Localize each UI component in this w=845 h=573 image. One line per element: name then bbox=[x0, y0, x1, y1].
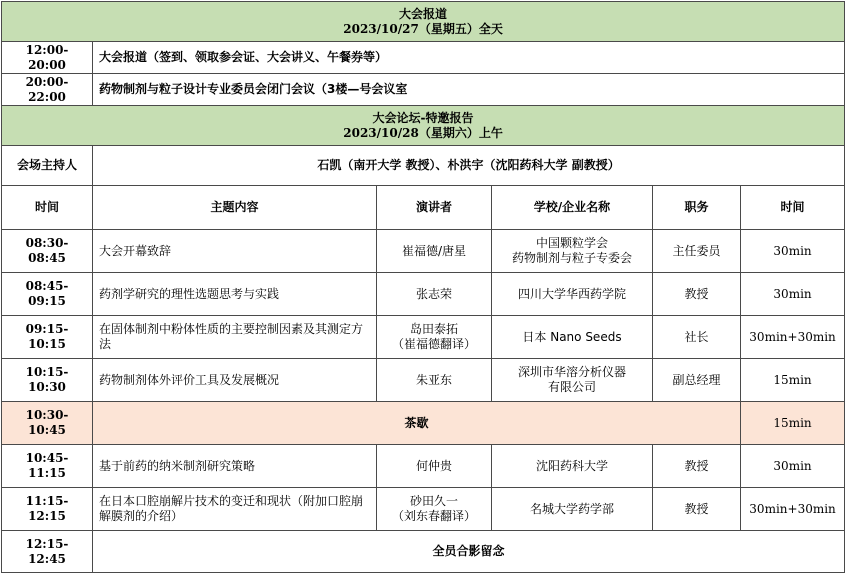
photo-time: 12:15-12:45 bbox=[2, 531, 93, 573]
talk-position: 主任委员 bbox=[653, 230, 741, 273]
table-row bbox=[2, 445, 845, 488]
talk-school: 四川大学华西药学院 bbox=[492, 273, 653, 316]
talk-topic: 药物制剂体外评价工具及发展概况 bbox=[93, 359, 377, 402]
talk-topic: 药剂学研究的理性选题思考与实践 bbox=[93, 273, 377, 316]
talk-topic: 大会开幕致辞 bbox=[93, 230, 377, 273]
talk-school bbox=[492, 359, 653, 402]
col-header-speaker: 演讲者 bbox=[377, 186, 492, 230]
talk-time: 10:15-10:30 bbox=[2, 359, 93, 402]
talk-topic: 在日本口腔崩解片技术的变迁和现状（附加口腔崩解膜剂的介绍） bbox=[93, 488, 377, 531]
row-time: 12:00-20:00 bbox=[2, 42, 93, 74]
talk-school-line2: 有限公司 bbox=[547, 380, 596, 394]
talk-position: 教授 bbox=[653, 273, 741, 316]
talk-school: 沈阳药科大学 bbox=[492, 445, 653, 488]
talk-duration: 30min bbox=[741, 230, 845, 273]
talk-school-line2: 药物制剂与粒子专委会 bbox=[511, 251, 632, 265]
photo-label: 全员合影留念 bbox=[93, 531, 845, 573]
photo-row bbox=[2, 531, 845, 573]
table-row bbox=[2, 359, 845, 402]
talk-speaker bbox=[377, 488, 492, 531]
talk-position: 教授 bbox=[653, 445, 741, 488]
tea-label: 茶歇 bbox=[93, 402, 741, 445]
table-row bbox=[2, 230, 845, 273]
talk-speaker-line1: 砂田久一 bbox=[409, 494, 458, 508]
table-row bbox=[2, 74, 845, 106]
talk-position: 副总经理 bbox=[653, 359, 741, 402]
talk-duration: 30min bbox=[741, 273, 845, 316]
talk-position: 社长 bbox=[653, 316, 741, 359]
table-row bbox=[2, 316, 845, 359]
talk-speaker: 何仲贵 bbox=[377, 445, 492, 488]
col-header-position: 职务 bbox=[653, 186, 741, 230]
tea-duration: 15min bbox=[741, 402, 845, 445]
talk-speaker bbox=[377, 316, 492, 359]
talk-duration: 30min+30min bbox=[741, 488, 845, 531]
schedule-table bbox=[1, 1, 845, 573]
host-label: 会场主持人 bbox=[2, 146, 93, 186]
section2-title: 大会论坛-特邀报告 bbox=[372, 110, 474, 125]
talk-school-line1: 中国颗粒学会 bbox=[535, 236, 608, 250]
section2-header bbox=[2, 106, 845, 146]
talk-time: 08:45-09:15 bbox=[2, 273, 93, 316]
host-row bbox=[2, 146, 845, 186]
talk-time: 08:30-08:45 bbox=[2, 230, 93, 273]
host-names: 石凯（南开大学 教授）、朴洪宇（沈阳药科大学 副教授） bbox=[93, 146, 845, 186]
col-header-school: 学校/企业名称 bbox=[492, 186, 653, 230]
talk-school bbox=[492, 230, 653, 273]
talk-school-line1: 深圳市华溶分析仪器 bbox=[517, 365, 626, 379]
talk-speaker: 朱亚东 bbox=[377, 359, 492, 402]
col-header-topic: 主题内容 bbox=[93, 186, 377, 230]
talk-time: 09:15-10:15 bbox=[2, 316, 93, 359]
talk-time: 10:45-11:15 bbox=[2, 445, 93, 488]
talk-speaker: 崔福德/唐星 bbox=[377, 230, 492, 273]
talk-time: 11:15-12:15 bbox=[2, 488, 93, 531]
talk-speaker-line1: 岛田泰拓 bbox=[409, 322, 458, 336]
col-header-duration: 时间 bbox=[741, 186, 845, 230]
talk-speaker-line2: （崔福德翻译） bbox=[391, 337, 476, 351]
tea-time: 10:30-10:45 bbox=[2, 402, 93, 445]
row-description: 大会报道（签到、领取参会证、大会讲义、午餐券等） bbox=[93, 42, 845, 74]
tea-break-row bbox=[2, 402, 845, 445]
col-header-time: 时间 bbox=[2, 186, 93, 230]
talk-school: 名城大学药学部 bbox=[492, 488, 653, 531]
talk-topic: 基于前药的纳米制剂研究策略 bbox=[93, 445, 377, 488]
column-header-row bbox=[2, 186, 845, 230]
section1-title: 大会报道 bbox=[399, 6, 448, 21]
section1-header bbox=[2, 2, 845, 42]
talk-duration: 15min bbox=[741, 359, 845, 402]
section2-date: 2023/10/28（星期六）上午 bbox=[343, 125, 503, 140]
table-row bbox=[2, 42, 845, 74]
table-row bbox=[2, 488, 845, 531]
section1-header-row bbox=[2, 2, 845, 42]
table-row bbox=[2, 273, 845, 316]
talk-school: 日本 Nano Seeds bbox=[492, 316, 653, 359]
talk-speaker-line2: （刘东春翻译） bbox=[391, 509, 476, 523]
talk-topic: 在固体制剂中粉体性质的主要控制因素及其测定方法 bbox=[93, 316, 377, 359]
talk-position: 教授 bbox=[653, 488, 741, 531]
row-description: 药物制剂与粒子设计专业委员会闭门会议（3楼—号会议室 bbox=[93, 74, 845, 106]
section1-date: 2023/10/27（星期五）全天 bbox=[343, 21, 503, 36]
talk-duration: 30min bbox=[741, 445, 845, 488]
row-time: 20:00-22:00 bbox=[2, 74, 93, 106]
section2-header-row bbox=[2, 106, 845, 146]
talk-speaker: 张志荣 bbox=[377, 273, 492, 316]
talk-duration: 30min+30min bbox=[741, 316, 845, 359]
